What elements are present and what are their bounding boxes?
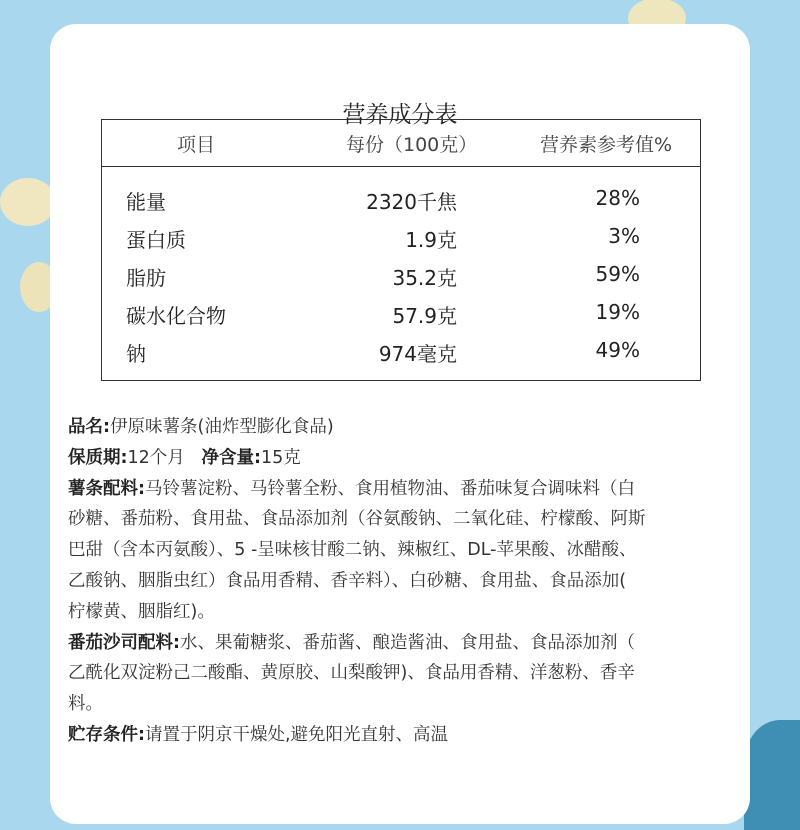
table-row <box>102 258 700 294</box>
shelf-life-line <box>68 443 738 474</box>
fries-ingredients-line <box>68 474 738 505</box>
shelf-life-label: 保质期: <box>68 447 128 468</box>
nutrient-nrv: 59% <box>595 262 640 286</box>
table-row <box>102 334 700 370</box>
sauce-ingredients-line <box>68 628 738 659</box>
sauce-ingredients-text: 料。 <box>68 694 103 715</box>
product-info <box>68 412 738 751</box>
decor-corner-shape <box>744 720 800 830</box>
nutrient-nrv: 19% <box>595 300 640 324</box>
decor-chip-left-1 <box>0 178 56 226</box>
nutrient-name: 钠 <box>126 342 146 366</box>
sauce-ingredients-text: 水、果葡糖浆、番茄酱、酿造酱油、食用盐、食品添加剂（ <box>180 632 635 653</box>
header-item: 项目 <box>177 134 216 156</box>
fries-ingredients-text: 乙酸钠、胭脂虫红）食品用香精、香辛料）、白砂糖、食用盐、食品添加( <box>68 570 627 591</box>
fries-ingredients-text: 柠檬黄、胭脂红)。 <box>68 601 215 622</box>
shelf-life-value: 12个月 <box>127 447 185 468</box>
header-per-serving: 每份（100克） <box>346 134 478 156</box>
nutrient-amount: 35.2克 <box>392 266 457 290</box>
table-row <box>102 296 700 332</box>
nutrient-nrv: 49% <box>595 338 640 362</box>
product-name-value: 伊原味薯条(油炸型膨化食品) <box>110 417 334 437</box>
nutrient-name: 蛋白质 <box>126 228 186 252</box>
nutrient-name: 碳水化合物 <box>126 304 226 328</box>
fries-ingredients-text: 砂糖、番茄粉、食用盐、食品添加剂（谷氨酸钠、二氧化硅、柠檬酸、阿斯 <box>68 509 646 530</box>
fries-ingredients-text: 马铃薯淀粉、马铃薯全粉、食用植物油、番茄味复合调味料（白 <box>145 478 635 499</box>
nutrient-amount: 1.9克 <box>405 228 457 252</box>
nutrient-amount: 974毫克 <box>378 342 457 366</box>
nutrition-table <box>101 119 701 381</box>
storage-label: 贮存条件: <box>68 724 145 745</box>
nutrient-name: 脂肪 <box>126 266 166 290</box>
table-header <box>102 120 700 167</box>
header-nrv: 营养素参考值% <box>540 134 673 156</box>
storage-value: 请置于阴京干燥处,避免阳光直射、高温 <box>145 724 449 745</box>
storage-line <box>68 720 738 751</box>
page-title: 营养成分表 <box>342 102 458 128</box>
table-row <box>102 182 700 218</box>
sauce-ingredients-label: 番茄沙司配料: <box>68 632 180 653</box>
sauce-ingredients-text: 乙酰化双淀粉己二酸酯、黄原胶、山梨酸钾)、食品用香精、洋葱粉、香辛 <box>68 663 635 684</box>
nutrient-amount: 2320千焦 <box>366 190 457 214</box>
nutrient-nrv: 3% <box>608 224 640 248</box>
nutrient-name: 能量 <box>126 190 166 214</box>
nutrient-nrv: 28% <box>595 186 640 210</box>
product-name-line <box>68 412 738 443</box>
fries-ingredients-label: 薯条配料: <box>68 478 145 499</box>
table-row <box>102 220 700 256</box>
nutrient-amount: 57.9克 <box>392 304 457 328</box>
net-content-value: 15克 <box>260 447 301 468</box>
product-name-label: 品名: <box>68 417 110 437</box>
net-content-label: 净含量: <box>201 447 261 468</box>
fries-ingredients-text: 巴甜（含本丙氨酸）、5 -呈味核甘酸二钠、辣椒红、DL-苹果酸、冰醋酸、 <box>68 540 637 561</box>
nutrition-card <box>50 24 750 824</box>
